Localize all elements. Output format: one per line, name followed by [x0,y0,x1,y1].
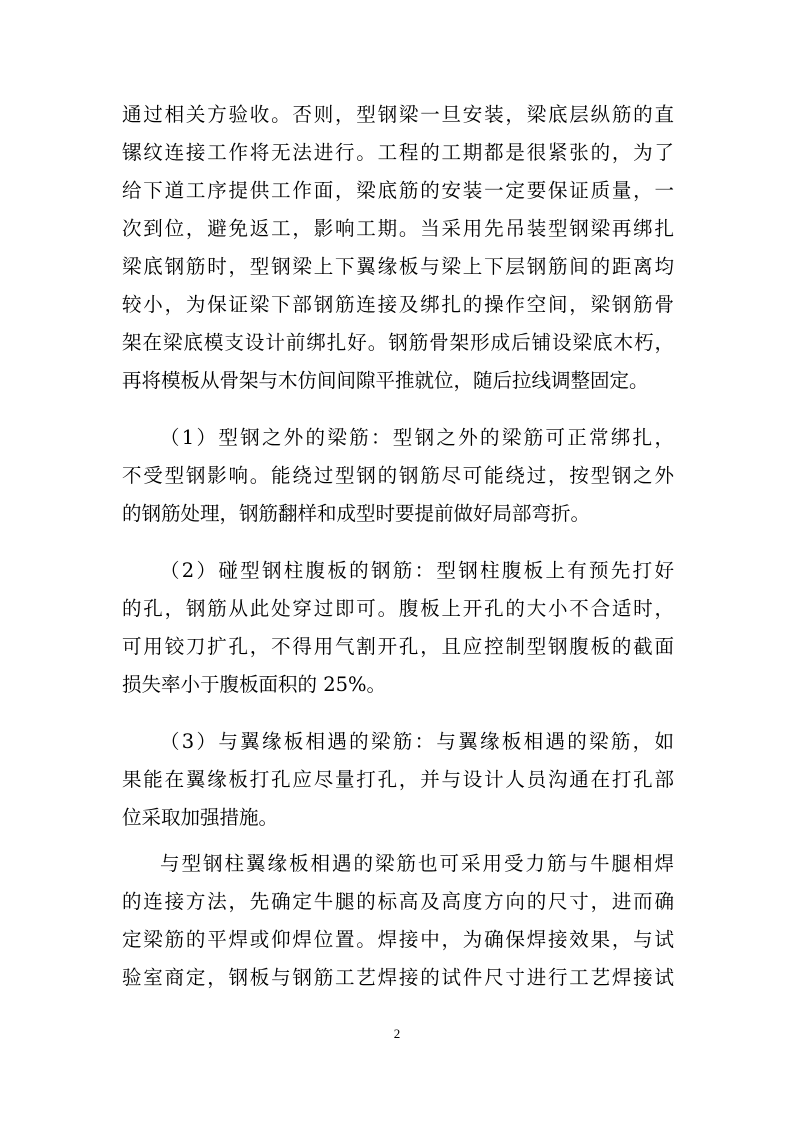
text-line: 较小，为保证梁下部钢筋连接及绑扎的操作空间，梁钢筋骨 [122,293,674,316]
text-line: 架在梁底模支设计前绑扎好。钢筋骨架形成后铺设梁底木朽， [122,331,674,354]
text-line: 位采取加强措施。 [122,806,279,829]
text-line: （2）碰型钢柱腹板的钢筋：型钢柱腹板上有预先打好 [160,559,674,582]
text-line: 可用铰刀扩孔，不得用气割开孔，且应控制型钢腹板的截面 [122,635,674,658]
text-line: 的连接方法，先确定牛腿的标高及高度方向的尺寸，进而确 [122,890,674,913]
text-line: 不受型钢影响。能绕过型钢的钢筋尽可能绕过，按型钢之外 [122,464,674,487]
text-line: 与型钢柱翼缘板相遇的梁筋也可采用受力筋与牛腿相焊 [160,852,674,875]
page-number: 2 [393,1026,401,1041]
text-line: 再将模板从骨架与木仿间间隙平推就位，随后拉线调整固定。 [122,369,649,392]
text-line: 损失率小于腹板面积的 25%。 [122,673,387,696]
text-line: 的钢筋处理，钢筋翻样和成型时要提前做好局部弯折。 [122,502,591,525]
text-line: 梁底钢筋时，型钢梁上下翼缘板与梁上下层钢筋间的距离均 [122,255,674,278]
text-line: 镙纹连接工作将无法进行。工程的工期都是很紧张的，为了 [122,141,674,164]
text-line: 果能在翼缘板打孔应尽量打孔，并与设计人员沟通在打孔部 [122,768,674,791]
text-line: 通过相关方验收。否则，型钢梁一旦安装，梁底层纵筋的直 [122,103,674,126]
text-line: 定梁筋的平焊或仰焊位置。焊接中，为确保焊接效果，与试 [122,928,674,951]
text-line: （1）型钢之外的梁筋：型钢之外的梁筋可正常绑扎， [160,426,674,449]
text-line: 次到位，避免返工，影响工期。当采用先吊装型钢梁再绑扎 [122,217,674,240]
text-line: （3）与翼缘板相遇的梁筋：与翼缘板相遇的梁筋，如 [160,730,674,753]
text-line: 的孔，钢筋从此处穿过即可。腹板上开孔的大小不合适时， [122,597,674,620]
text-line: 给下道工序提供工作面，梁底筋的安装一定要保证质量，一 [122,179,674,202]
text-line: 验室商定，钢板与钢筋工艺焊接的试件尺寸进行工艺焊接试 [122,966,674,989]
